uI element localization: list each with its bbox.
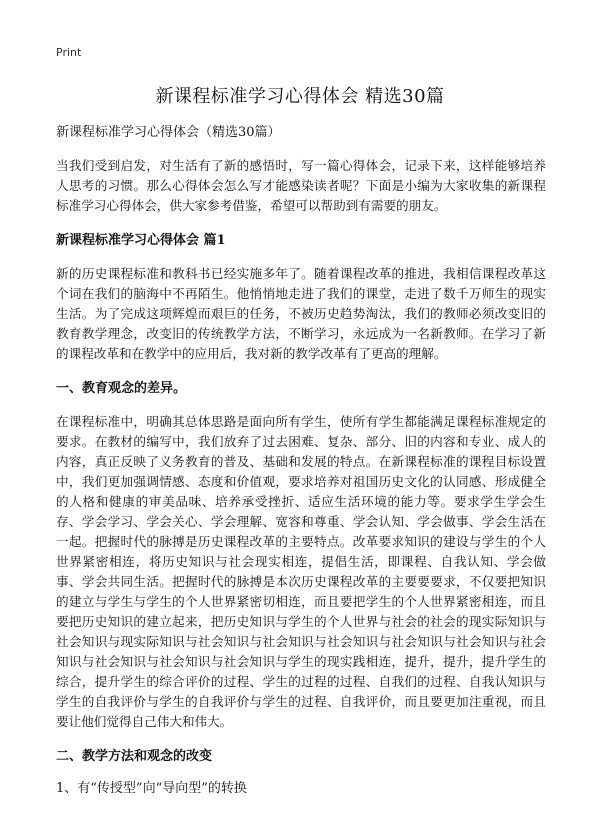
heading-teaching-methods: 二、教学方法和观念的改变 — [56, 749, 213, 764]
page-title: 新课程标准学习心得体会 精选30篇 — [155, 86, 445, 107]
education-concepts-paragraph: 在课程标准中，明确其总体思路是面向所有学生，使所有学生都能满足课程标准规定的要求。在教材的编写中，我们放弃了过去困难、复杂、部分、旧的内容和专业、成人的内容，真正反映了义务教育的普及、基础和发展的特点。在新课程标准的课程目标设置中，我们更加强调情感、态度和价值观，要求培养对祖国历史文化的认同感、形成健全的人格和健康的审美品味、培养承受挫折、适应生活环境的能力等。要求学生学会生存、学会学习、学会关心、学会理解、宽容和尊重、学会认知、学会做事、学会生活在一起。把握时代的脉搏是历史课程改革的主要特点。改革要求知识的建设与学生的个人世界紧密相连，将历史知识与社会现实相连，提倡生活，即课程、自我认知、学会做事、学会共同生活。把握时代的脉搏是本次历史课程改革的主要要要求，不仅要把知识的建立与学生与学生的个人世界紧密切相连，而且要把学生的个人世界紧密相连，而且要把历史知识的建立起来，把历史知识与学生的个人世界与社会的社会的现实际知识与社会知识与现实际知识与社会知识与社会知识与社会知识与社会知识与社会知识与社会知识与社会知识与社会知识与社会知识与学生的现实践相连，提升，提升，提升学生的综合，提升学生的综合评价的过程、学生的过程的过程、自我们的过程、自我认知识与学生的自我评价与学生的自我评价与学生的过程、自我评价，而且要更加注重视，而且要让他们觉得自己伟大和伟大。 — [56, 414, 546, 729]
document-subtitle: 新课程标准学习心得体会（精选30篇） — [56, 125, 281, 140]
list-item-1: 1、有“传授型”向“导向型”的转换 — [56, 781, 247, 796]
section-heading-1: 新课程标准学习心得体会 篇1 — [56, 233, 226, 248]
document-body — [56, 124, 546, 798]
section-1-paragraph: 新的历史课程标准和教科书已经实施多年了。随着课程改革的推进，我相信课程改革这个词在我们的脑海中不再陌生。他悄悄地走进了我们的课堂，走进了数千万师生的现实生活。为了完成这项辉煌而艰巨的任务，不被历史趋势淘汰，我们的教师必须改变旧的教育教学理念，改变旧的传统教学方法，不断学习，永远成为一名新教师。在学习了新的课程改革和在教学中的应用后，我对新的教学改革有了更高的理解。 — [56, 266, 546, 361]
intro-paragraph: 当我们受到启发，对生活有了新的感悟时，写一篇心得体会，记录下来，这样能够培养人思考的习惯。那么心得体会怎么写才能感染读者呢？下面是小编为大家收集的新课程标准学习心得体会，供大家参考借鉴，希望可以帮助到有需要的朋友。 — [56, 158, 546, 213]
print-label: Print — [56, 46, 82, 59]
heading-education-concepts: 一、教育观念的差异。 — [56, 381, 187, 396]
